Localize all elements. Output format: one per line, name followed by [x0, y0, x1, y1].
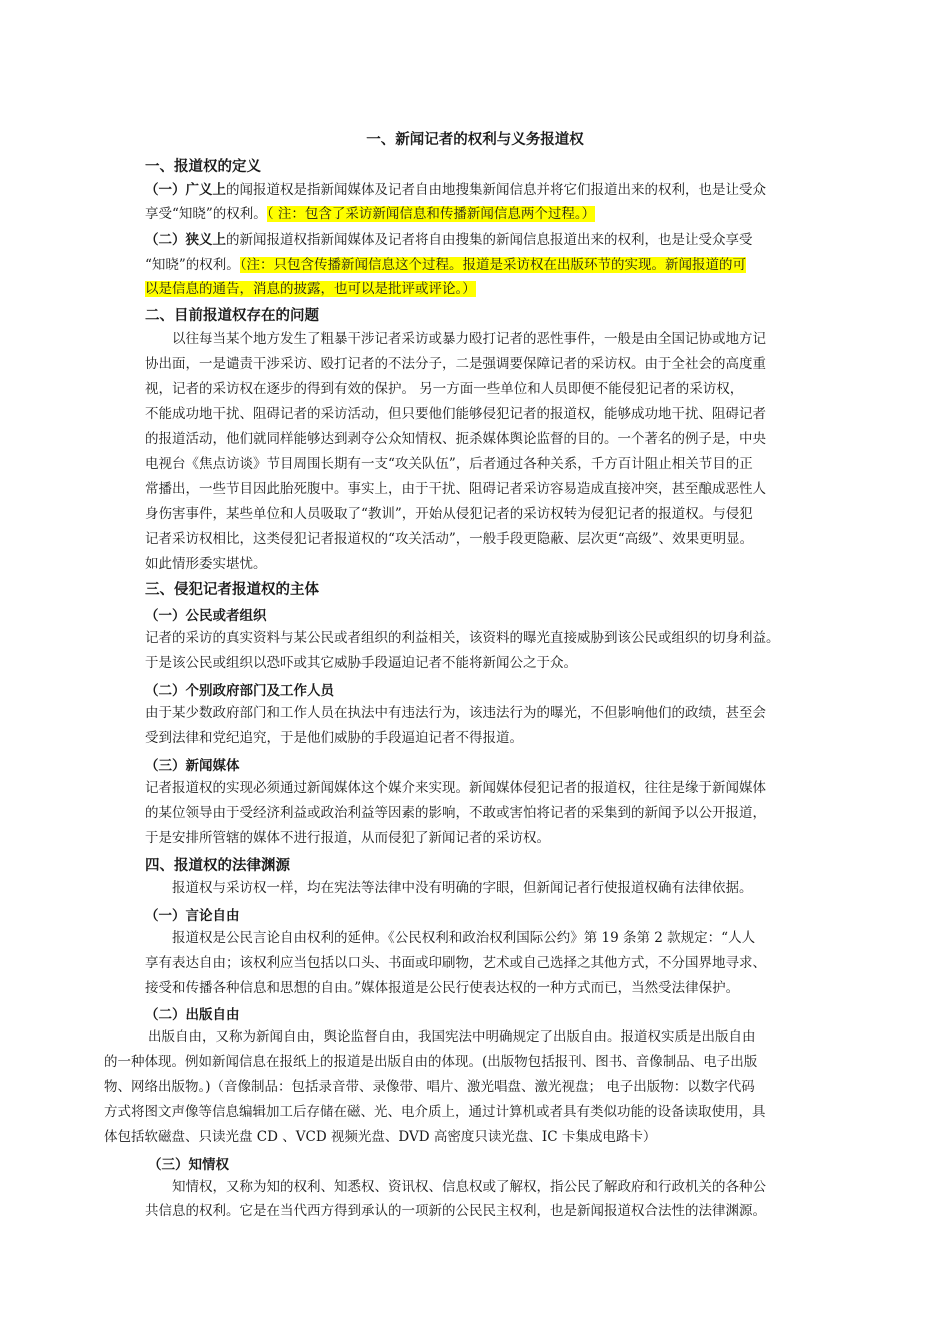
s4-sub3-line: 知情权，又称为知的权利、知悉权、资讯权、信息权或了解权，指公民了解政府和行政机关的各种公 [172, 1179, 766, 1195]
s4-sub2-heading: （二）出版自由 [145, 1007, 240, 1023]
s4-intro: 报道权与采访权一样，均在宪法等法律中没有明确的字眼，但新闻记者行使报道权确有法律依据。 [172, 880, 753, 896]
s2-line: 身伤害事件，某些单位和人员吸取了“教训”，开始从侵犯记者的采访权转为侵犯记者的报道权。与侵犯 [145, 506, 753, 522]
s4-sub3-line: 共信息的权利。它是在当代西方得到承认的一项新的公民民主权利，也是新闻报道权合法性的法律渊源。 [145, 1203, 766, 1219]
s3-sub1-line: 记者的采访的真实资料与某公民或者组织的利益相关，该资料的曝光直接威胁到该公民或组织的切身利益。 [145, 630, 780, 646]
s1-p1-text-1: 的闻报道权是指新闻媒体及记者自由地搜集新闻信息并将它们报道出来的权利，也是让受众 [226, 182, 766, 198]
section-1-heading: 一、报道权的定义 [145, 159, 261, 175]
s2-line: 如此情形委实堪忧。 [145, 556, 267, 572]
s4-sub2-line: 的一种体现。例如新闻信息在报纸上的报道是出版自由的体现。(出版物包括报刊、图书、音像制品、电子出版 [104, 1054, 758, 1070]
s1-p2-line-2 [145, 256, 746, 274]
s2-line: 协出面，一是谴责干涉采访、殴打记者的不法分子，二是强调要保障记者的采访权。由于全社会的高度重 [145, 356, 766, 372]
s1-p2-text-2: “知晓”的权利。 [145, 257, 240, 273]
s4-sub1-line: 享有表达自由；该权利应当包括以口头、书面或印刷物，艺术或自己选择之其他方式，不分国界地寻求、 [145, 955, 766, 971]
s3-sub1-heading: （一）公民或者组织 [145, 608, 267, 624]
s2-line: 记者采访权相比，这类侵犯记者报道权的“攻关活动”，一般手段更隐蔽、层次更“高级”、效果更明显。 [145, 531, 754, 547]
s1-p2-highlight-note-2: 以是信息的通告，消息的披露，也可以是批评或评论。） [145, 281, 476, 297]
s3-sub1-line: 于是该公民或组织以恐吓或其它威胁手段逼迫记者不能将新闻公之于众。 [145, 655, 577, 671]
s3-sub3-line: 记者报道权的实现必须通过新闻媒体这个媒介来实现。新闻媒体侵犯记者的报道权，往往是缘于新闻媒体 [145, 780, 766, 796]
section-3-heading: 三、侵犯记者报道权的主体 [145, 582, 319, 598]
s4-sub2-line: 出版自由，又称为新闻自由，舆论监督自由，我国宪法中明确规定了出版自由。报道权实质是出版自由 [148, 1029, 756, 1045]
s3-sub3-heading: （三）新闻媒体 [145, 758, 240, 774]
s1-p2-line-3 [145, 280, 476, 298]
s4-sub3-heading: （三）知情权 [148, 1157, 229, 1173]
s4-sub2-line: 物、网络出版物。)（音像制品：包括录音带、录像带、唱片、激光唱盘、激光视盘； 电子出版物：以数字代码 [104, 1079, 755, 1095]
s1-p1-text-2: 享受“知晓”的权利。 [145, 206, 267, 222]
s2-line: 视，记者的采访权在逐步的得到有效的保护。 另一方面一些单位和人员即便不能侵犯记者的采访权， [145, 381, 744, 397]
s1-p2-line-1 [145, 231, 753, 249]
s4-sub1-heading: （一）言论自由 [145, 908, 240, 924]
s3-sub3-line: 的某位领导由于受经济利益或政治利益等因素的影响，不敢或害怕将记者的采集到的新闻予以公开报道， [145, 805, 766, 821]
s1-p1-bold: （一）广义上 [145, 182, 226, 198]
s3-sub2-line: 由于某少数政府部门和工作人员在执法中有违法行为，该违法行为的曝光，不但影响他们的政绩，甚至会 [145, 705, 766, 721]
s3-sub2-heading: （二）个别政府部门及工作人员 [145, 683, 334, 699]
s1-p1-line-1 [145, 181, 766, 199]
s1-p2-bold: （二）狭义上 [145, 232, 226, 248]
s4-sub2-line: 方式将图文声像等信息编辑加工后存储在磁、光、电介质上，通过计算机或者具有类似功能的设备读取使用，具 [104, 1104, 766, 1120]
s1-p2-text-1: 的新闻报道权指新闻媒体及记者将自由搜集的新闻信息报道出来的权利，也是让受众享受 [226, 232, 753, 248]
s2-line: 电视台《焦点访谈》节目周围长期有一支“攻关队伍”，后者通过各种关系，千方百计阻止相关节目的正 [145, 456, 753, 472]
s3-sub3-line: 于是安排所管辖的媒体不进行报道，从而侵犯了新闻记者的采访权。 [145, 830, 550, 846]
s2-line: 不能成功地干扰、阻碍记者的采访活动，但只要他们能够侵犯记者的报道权，能够成功地干扰、阻碍记者 [145, 406, 766, 422]
section-4-heading: 四、报道权的法律渊源 [145, 858, 290, 874]
s1-p1-highlight-note: （ 注：包含了采访新闻信息和传播新闻信息两个过程。） [266, 206, 596, 222]
s1-p2-highlight-note-1: （注：只包含传播新闻信息这个过程。报道是采访权在出版环节的实现。新闻报道的可 [239, 257, 747, 273]
s4-sub1-line: 接受和传播各种信息和思想的自由。”媒体报道是公民行使表达权的一种方式而已，当然受法律保护。 [145, 980, 740, 996]
s4-sub1-line: 报道权是公民言论自由权利的延伸。《公民权利和政治权利国际公约》第 19 条第 2 款规定：“人人 [172, 930, 756, 946]
s1-p1-line-2 [145, 205, 595, 223]
s2-line: 常播出，一些节目因此胎死腹中。事实上，由于干扰、阻碍记者采访容易造成直接冲突，甚至酿成恶性人 [145, 481, 766, 497]
document-title: 一、新闻记者的权利与义务报道权 [366, 132, 584, 148]
s2-line: 的报道活动，他们就同样能够达到剥夺公众知情权、扼杀媒体舆论监督的目的。一个著名的例子是，中央 [145, 431, 766, 447]
section-2-heading: 二、目前报道权存在的问题 [145, 308, 319, 324]
s3-sub2-line: 受到法律和党纪追究，于是他们威胁的手段逼迫记者不得报道。 [145, 730, 523, 746]
s2-line: 以往每当某个地方发生了粗暴干涉记者采访或暴力殴打记者的恶性事件，一般是由全国记协或地方记 [172, 331, 766, 347]
s4-sub2-line: 体包括软磁盘、只读光盘 CD 、VCD 视频光盘、DVD 高密度只读光盘、IC 卡集成电路卡） [104, 1129, 657, 1145]
